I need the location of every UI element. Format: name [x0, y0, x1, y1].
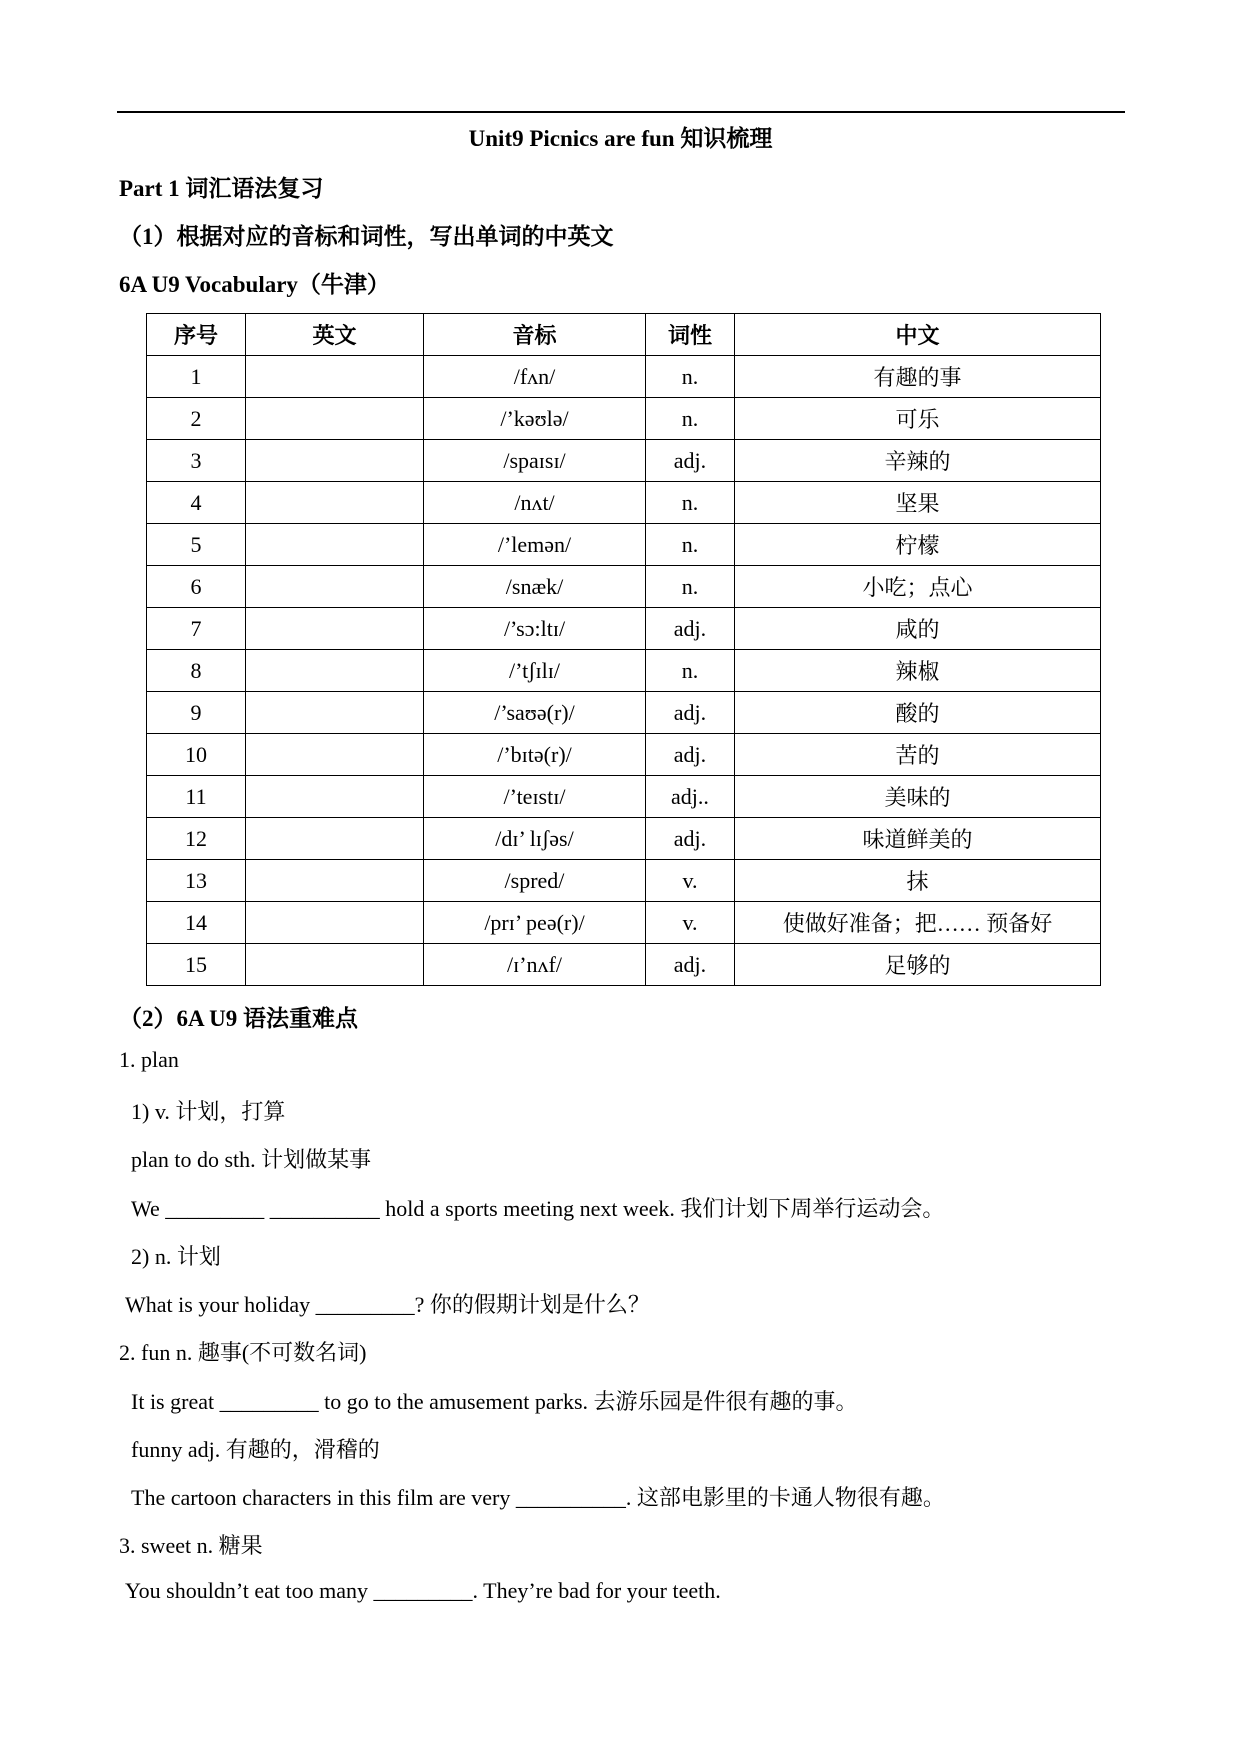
plan-exercise-sentence: We _________ __________ hold a sports meeting next week. 我们计划下周举行运动会。: [131, 1196, 945, 1221]
pos-cell: n.: [646, 482, 735, 524]
row-number: 3: [147, 440, 246, 482]
row-number: 8: [147, 650, 246, 692]
pos-cell: n.: [646, 356, 735, 398]
table-row: [147, 734, 1101, 776]
phonetic-cell: /nʌt/: [424, 482, 646, 524]
chinese-cell: 柠檬: [735, 524, 1101, 566]
english-answer-cell[interactable]: [246, 398, 424, 440]
phonetic-cell: /dɪ’ lɪʃəs/: [424, 818, 646, 860]
row-number: 7: [147, 608, 246, 650]
pos-cell: adj.: [646, 440, 735, 482]
table-row: [147, 818, 1101, 860]
chinese-cell: 抹: [735, 860, 1101, 902]
chinese-cell: 有趣的事: [735, 356, 1101, 398]
fun-exercise-sentence: It is great _________ to go to the amusement parks. 去游乐园是件很有趣的事。: [131, 1389, 858, 1414]
english-answer-cell[interactable]: [246, 650, 424, 692]
english-answer-cell[interactable]: [246, 608, 424, 650]
pos-cell: adj.: [646, 818, 735, 860]
item-plan-heading: 1. plan: [119, 1047, 179, 1072]
table-row: [147, 398, 1101, 440]
english-answer-cell[interactable]: [246, 860, 424, 902]
row-number: 10: [147, 734, 246, 776]
row-number: 15: [147, 944, 246, 986]
phonetic-cell: /’saʊə(r)/: [424, 692, 646, 734]
pos-cell: adj.: [646, 608, 735, 650]
pos-cell: v.: [646, 902, 735, 944]
row-number: 14: [147, 902, 246, 944]
chinese-cell: 坚果: [735, 482, 1101, 524]
english-answer-cell[interactable]: [246, 566, 424, 608]
english-answer-cell[interactable]: [246, 944, 424, 986]
pos-cell: adj..: [646, 776, 735, 818]
phonetic-cell: /’teɪstɪ/: [424, 776, 646, 818]
table-row: [147, 608, 1101, 650]
phonetic-cell: /spred/: [424, 860, 646, 902]
table-row: [147, 356, 1101, 398]
table-row: [147, 482, 1101, 524]
pos-cell: n.: [646, 524, 735, 566]
table-row: [147, 902, 1101, 944]
phonetic-cell: /snæk/: [424, 566, 646, 608]
english-answer-cell[interactable]: [246, 692, 424, 734]
pos-cell: adj.: [646, 944, 735, 986]
row-number: 12: [147, 818, 246, 860]
phonetic-cell: /’tʃɪlɪ/: [424, 650, 646, 692]
pos-cell: adj.: [646, 692, 735, 734]
page-title: Unit9 Picnics are fun 知识梳理: [468, 126, 773, 151]
table-row: [147, 776, 1101, 818]
section2-heading: （2）6A U9 语法重难点: [119, 1006, 358, 1031]
phonetic-cell: /ɪ’nʌf/: [424, 944, 646, 986]
english-answer-cell[interactable]: [246, 776, 424, 818]
table-row: [147, 650, 1101, 692]
vocabulary-table: [146, 313, 1101, 986]
sweet-exercise-sentence: You shouldn’t eat too many _________. They’re bad for your teeth.: [125, 1578, 721, 1603]
row-number: 13: [147, 860, 246, 902]
pos-cell: adj.: [646, 734, 735, 776]
table-header-row: [147, 314, 1101, 356]
row-number: 11: [147, 776, 246, 818]
item-fun-heading: 2. fun n. 趣事(不可数名词): [119, 1340, 367, 1365]
table-row: [147, 860, 1101, 902]
row-number: 2: [147, 398, 246, 440]
plan-noun-meaning: 2) n. 计划: [131, 1244, 221, 1269]
chinese-cell: 小吃；点心: [735, 566, 1101, 608]
plan-verb-meaning: 1) v. 计划，打算: [131, 1099, 286, 1124]
part1-heading: Part 1 词汇语法复习: [119, 176, 324, 201]
chinese-cell: 味道鲜美的: [735, 818, 1101, 860]
chinese-cell: 可乐: [735, 398, 1101, 440]
english-answer-cell[interactable]: [246, 902, 424, 944]
header-phonetic: 音标: [424, 314, 646, 356]
chinese-cell: 辛辣的: [735, 440, 1101, 482]
chinese-cell: 辣椒: [735, 650, 1101, 692]
chinese-cell: 足够的: [735, 944, 1101, 986]
english-answer-cell[interactable]: [246, 482, 424, 524]
vocab-heading: 6A U9 Vocabulary（牛津）: [119, 272, 390, 297]
phonetic-cell: /’kəʊlə/: [424, 398, 646, 440]
funny-exercise-sentence: The cartoon characters in this film are very __________. 这部电影里的卡通人物很有趣。: [131, 1485, 945, 1510]
phonetic-cell: /fʌn/: [424, 356, 646, 398]
pos-cell: n.: [646, 566, 735, 608]
table-row: [147, 566, 1101, 608]
table-row: [147, 944, 1101, 986]
header-part-of-speech: 词性: [646, 314, 735, 356]
pos-cell: v.: [646, 860, 735, 902]
row-number: 1: [147, 356, 246, 398]
holiday-plan-sentence: What is your holiday _________? 你的假期计划是什么？: [125, 1292, 650, 1317]
phonetic-cell: /’sɔ:ltɪ/: [424, 608, 646, 650]
english-answer-cell[interactable]: [246, 440, 424, 482]
table-row: [147, 440, 1101, 482]
row-number: 9: [147, 692, 246, 734]
chinese-cell: 酸的: [735, 692, 1101, 734]
item-sweet-heading: 3. sweet n. 糖果: [119, 1533, 263, 1558]
chinese-cell: 使做好准备；把…… 预备好: [735, 902, 1101, 944]
english-answer-cell[interactable]: [246, 524, 424, 566]
english-answer-cell[interactable]: [246, 356, 424, 398]
plan-usage: plan to do sth. 计划做某事: [131, 1147, 372, 1172]
section1-heading: （1）根据对应的音标和词性，写出单词的中英文: [119, 224, 614, 249]
chinese-cell: 美味的: [735, 776, 1101, 818]
phonetic-cell: /’bɪtə(r)/: [424, 734, 646, 776]
phonetic-cell: /’lemən/: [424, 524, 646, 566]
funny-meaning: funny adj. 有趣的，滑稽的: [131, 1437, 380, 1462]
table-row: [147, 692, 1101, 734]
phonetic-cell: /prɪ’ peə(r)/: [424, 902, 646, 944]
header-rule: [117, 111, 1125, 113]
table-row: [147, 524, 1101, 566]
header-number: 序号: [147, 314, 246, 356]
chinese-cell: 苦的: [735, 734, 1101, 776]
row-number: 4: [147, 482, 246, 524]
chinese-cell: 咸的: [735, 608, 1101, 650]
english-answer-cell[interactable]: [246, 818, 424, 860]
phonetic-cell: /spaɪsɪ/: [424, 440, 646, 482]
english-answer-cell[interactable]: [246, 734, 424, 776]
header-english: 英文: [246, 314, 424, 356]
pos-cell: n.: [646, 650, 735, 692]
row-number: 5: [147, 524, 246, 566]
header-chinese: 中文: [735, 314, 1101, 356]
pos-cell: n.: [646, 398, 735, 440]
row-number: 6: [147, 566, 246, 608]
